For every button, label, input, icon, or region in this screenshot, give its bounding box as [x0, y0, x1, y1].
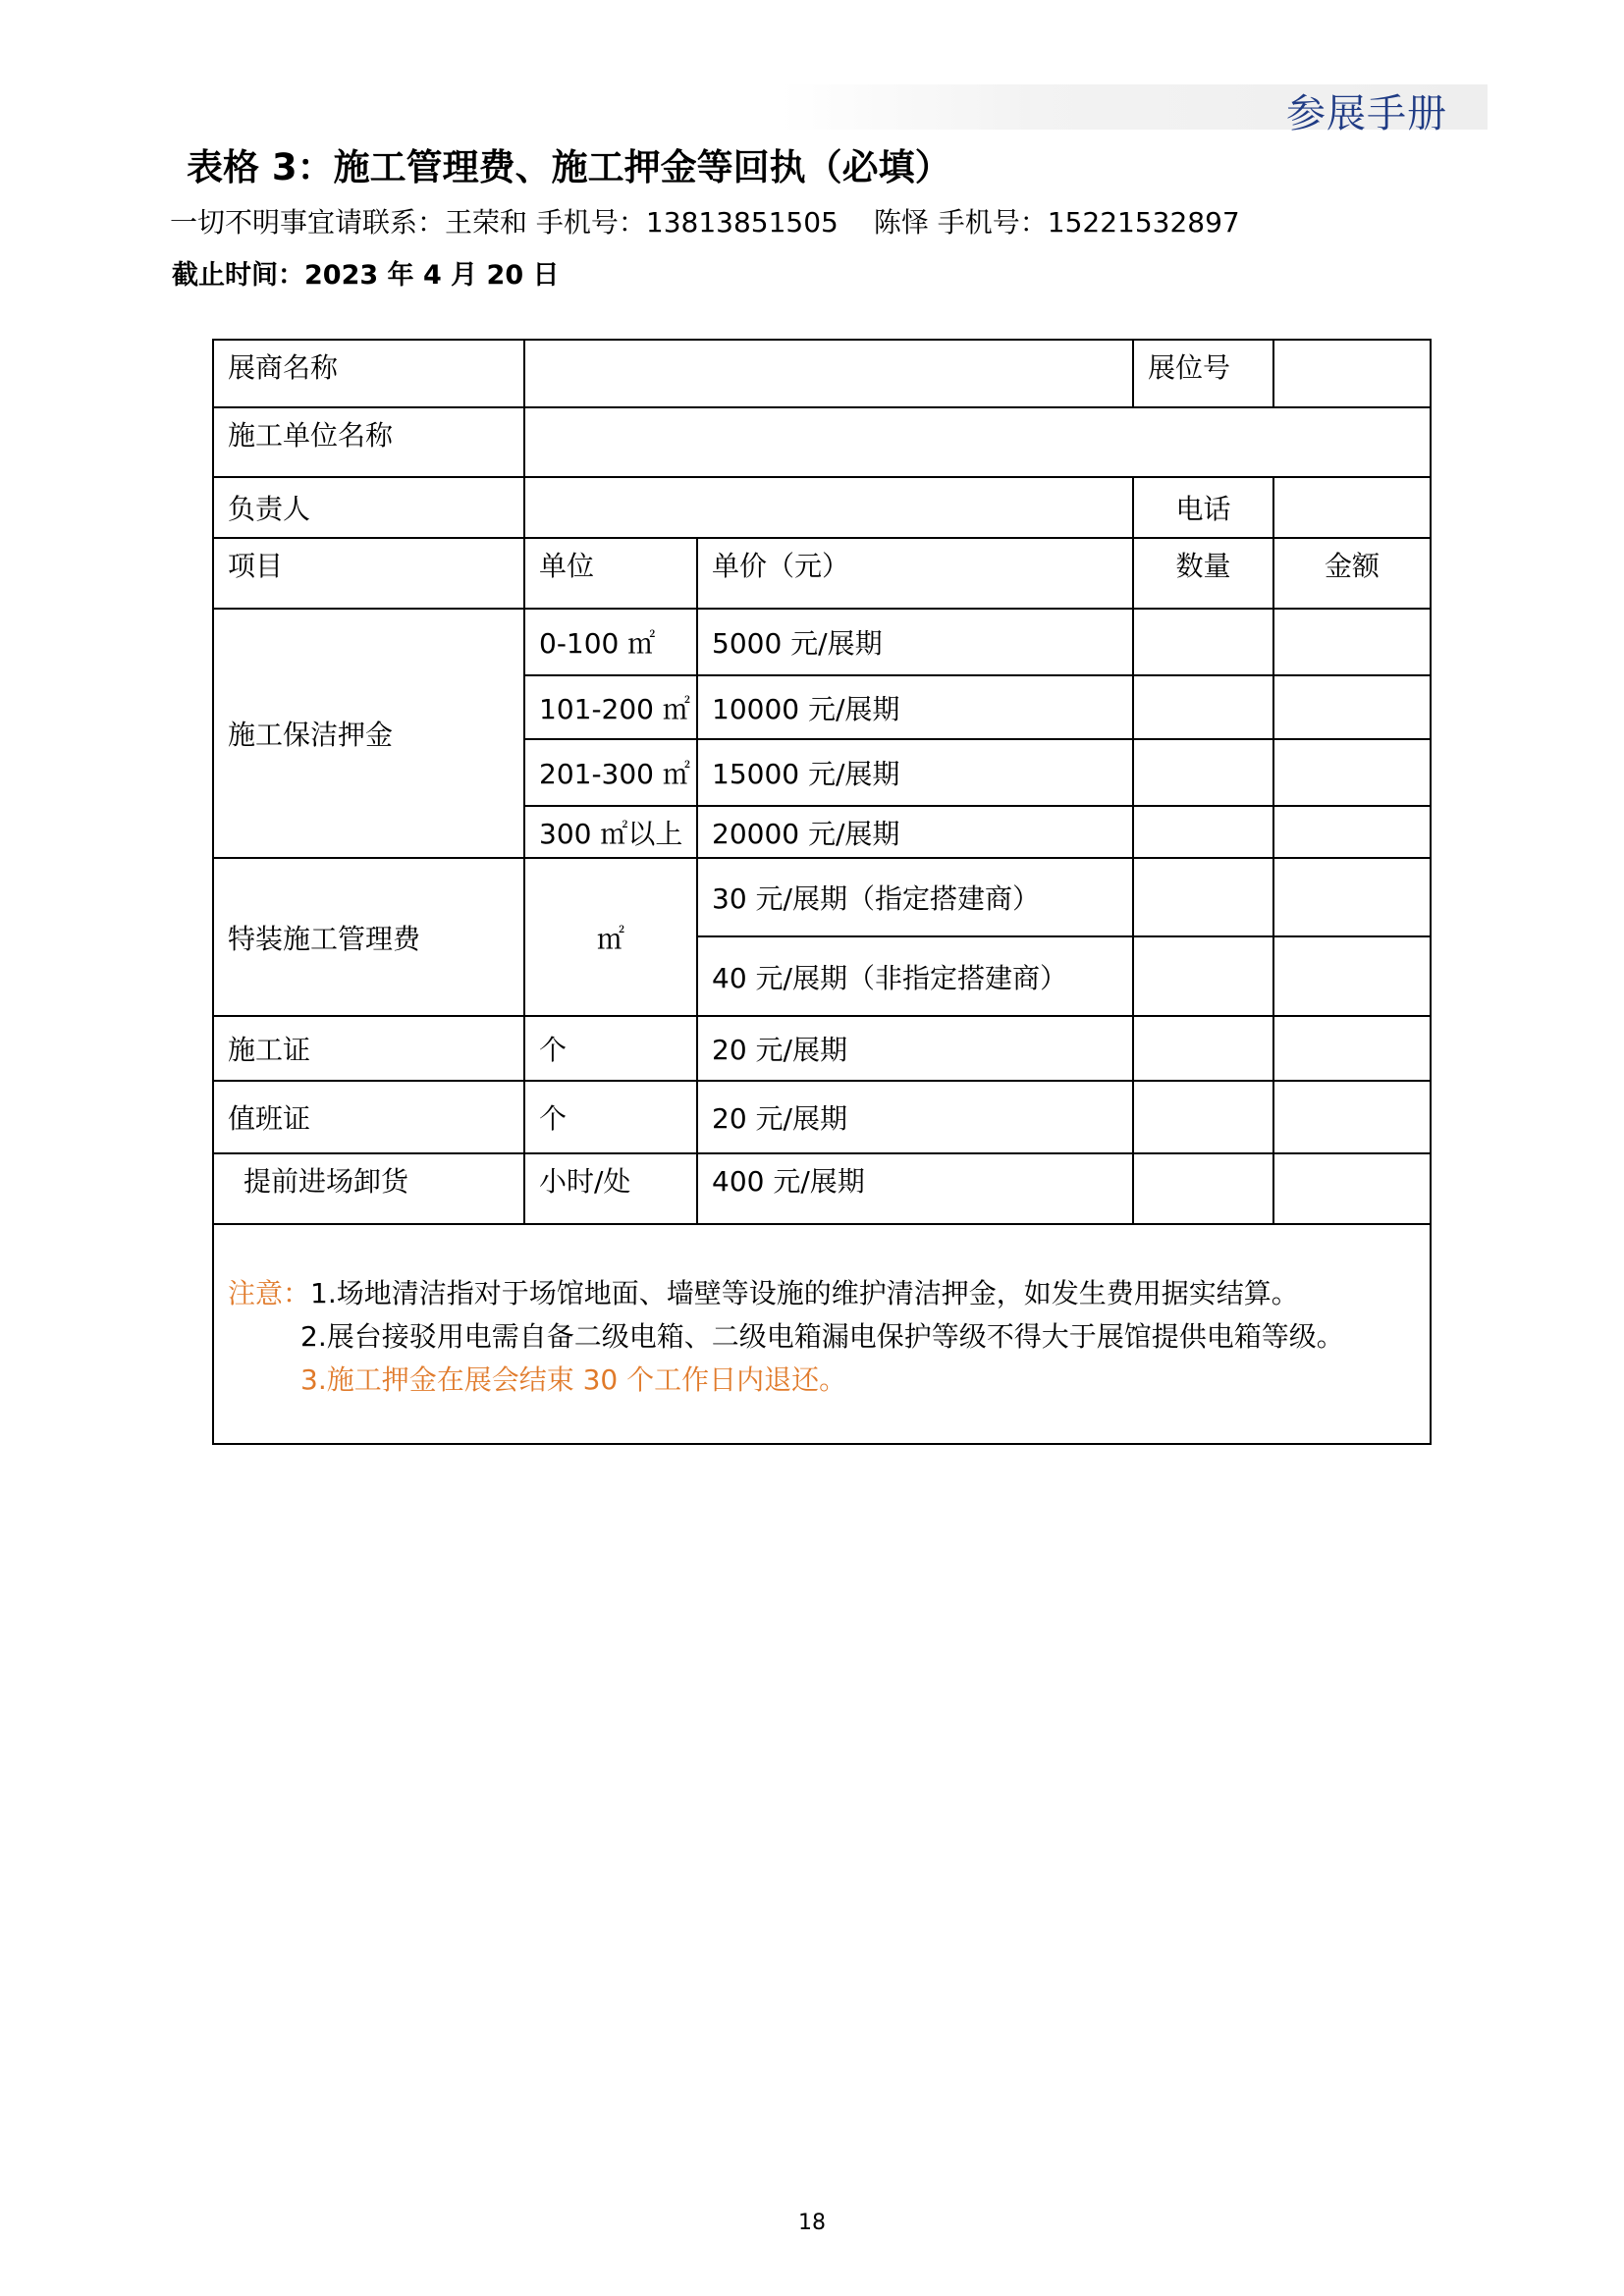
quantity-field[interactable]	[1133, 936, 1273, 1016]
amount-field[interactable]	[1273, 675, 1431, 739]
quantity-field[interactable]	[1133, 1153, 1273, 1224]
notes-cell	[213, 1224, 1431, 1444]
responsible-person-label: 负责人	[213, 477, 524, 538]
note-text-1: 1.场地清洁指对于场馆地面、墙壁等设施的维护清洁押金，如发生费用据实结算。	[310, 1277, 1299, 1309]
amount-field[interactable]	[1273, 739, 1431, 806]
amount-field[interactable]	[1273, 936, 1431, 1016]
amount-field[interactable]	[1273, 609, 1431, 675]
quantity-field[interactable]	[1133, 1081, 1273, 1153]
amount-field[interactable]	[1273, 1153, 1431, 1224]
other-price: 20 元/展期	[697, 1016, 1133, 1081]
other-item-name: 施工证	[213, 1016, 524, 1081]
quantity-field[interactable]	[1133, 1016, 1273, 1081]
header-row	[213, 538, 1431, 609]
header-title: 参展手册	[1286, 91, 1447, 136]
deposit-price: 5000 元/展期	[697, 609, 1133, 675]
contact-line	[170, 201, 1240, 240]
amount-field[interactable]	[1273, 1081, 1431, 1153]
header-quantity: 数量	[1133, 538, 1273, 609]
other-price: 400 元/展期	[697, 1153, 1133, 1224]
special-price: 30 元/展期（指定搭建商）	[697, 858, 1133, 936]
booth-number-field[interactable]	[1273, 340, 1431, 407]
contact-person-2: 陈怿 手机号：15221532897	[873, 206, 1240, 239]
amount-field[interactable]	[1273, 858, 1431, 936]
header-amount: 金额	[1273, 538, 1431, 609]
note-line-1	[228, 1272, 1416, 1315]
form-title: 表格 3：施工管理费、施工押金等回执（必填）	[187, 146, 951, 188]
deposit-unit: 201-300 ㎡	[524, 739, 697, 806]
table-row	[213, 609, 1431, 675]
deposit-price: 20000 元/展期	[697, 806, 1133, 858]
contractor-name-field[interactable]	[524, 407, 1431, 477]
contractor-name-label: 施工单位名称	[213, 407, 524, 477]
contact-person-1: 王荣和 手机号：13813851505	[445, 206, 839, 239]
special-price: 40 元/展期（非指定搭建商）	[697, 936, 1133, 1016]
responsible-person-field[interactable]	[524, 477, 1133, 538]
other-item-name: 值班证	[213, 1081, 524, 1153]
other-unit: 小时/处	[524, 1153, 697, 1224]
quantity-field[interactable]	[1133, 858, 1273, 936]
contractor-row	[213, 407, 1431, 477]
exhibitor-row	[213, 340, 1431, 407]
header-item: 项目	[213, 538, 524, 609]
notes-label: 注意：	[228, 1277, 311, 1309]
other-item-name: 提前进场卸货	[213, 1153, 524, 1224]
deposit-price: 15000 元/展期	[697, 739, 1133, 806]
note-line-2: 2.展台接驳用电需自备二级电箱、二级电箱漏电保护等级不得大于展馆提供电箱等级。	[300, 1320, 1344, 1353]
other-price: 20 元/展期	[697, 1081, 1133, 1153]
deposit-price: 10000 元/展期	[697, 675, 1133, 739]
receipt-table	[212, 339, 1432, 1445]
quantity-field[interactable]	[1133, 609, 1273, 675]
quantity-field[interactable]	[1133, 675, 1273, 739]
table-row	[213, 1081, 1431, 1153]
phone-field[interactable]	[1273, 477, 1431, 538]
amount-field[interactable]	[1273, 806, 1431, 858]
special-item-name: 特装施工管理费	[213, 858, 524, 1016]
exhibitor-name-label: 展商名称	[213, 340, 524, 407]
amount-field[interactable]	[1273, 1016, 1431, 1081]
header-unit: 单位	[524, 538, 697, 609]
deposit-item-name: 施工保洁押金	[213, 609, 524, 858]
deposit-unit: 300 ㎡以上	[524, 806, 697, 858]
exhibitor-name-field[interactable]	[524, 340, 1133, 407]
page-number: 18	[798, 2211, 826, 2235]
phone-label: 电话	[1133, 477, 1273, 538]
special-unit: ㎡	[524, 858, 697, 1016]
quantity-field[interactable]	[1133, 739, 1273, 806]
table-row	[213, 1153, 1431, 1224]
person-row	[213, 477, 1431, 538]
table-row	[213, 1016, 1431, 1081]
contact-prefix: 一切不明事宜请联系：	[170, 206, 446, 239]
header-price: 单价（元）	[697, 538, 1133, 609]
deposit-unit: 101-200 ㎡	[524, 675, 697, 739]
note-line-3: 3.施工押金在展会结束 30 个工作日内退还。	[300, 1363, 847, 1396]
notes-row	[213, 1224, 1431, 1444]
table-row	[213, 858, 1431, 936]
other-unit: 个	[524, 1016, 697, 1081]
deadline: 截止时间：2023 年 4 月 20 日	[172, 260, 560, 291]
quantity-field[interactable]	[1133, 806, 1273, 858]
deposit-unit: 0-100 ㎡	[524, 609, 697, 675]
other-unit: 个	[524, 1081, 697, 1153]
booth-number-label: 展位号	[1133, 340, 1273, 407]
